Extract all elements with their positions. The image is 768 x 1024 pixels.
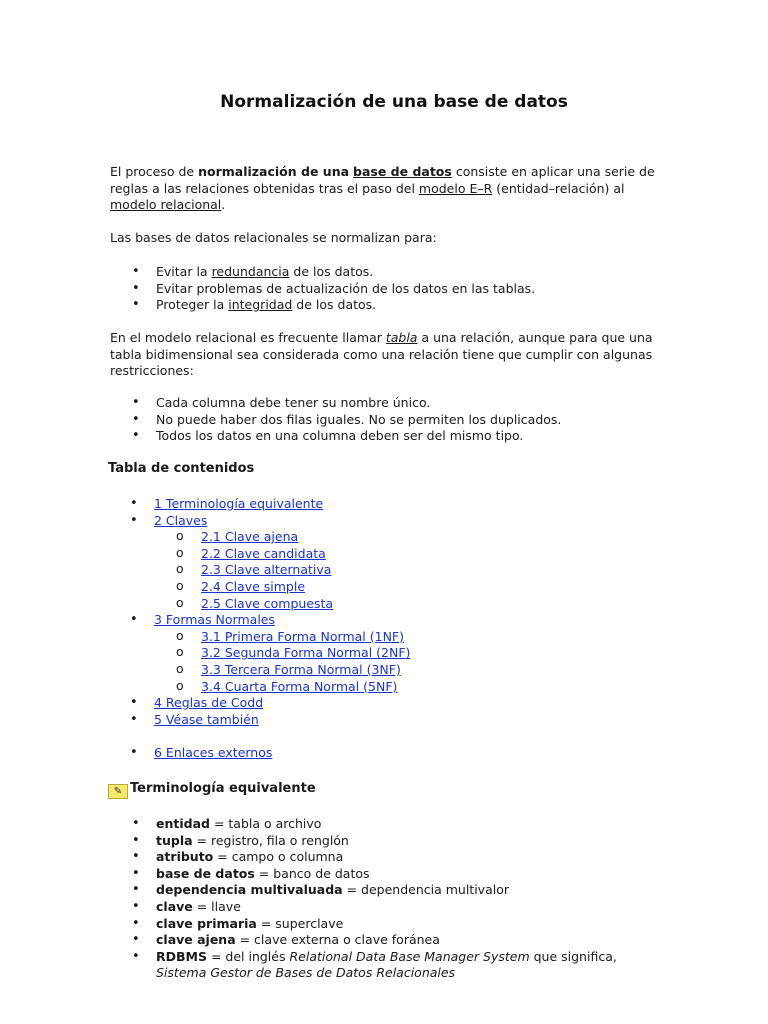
list-item: • atributo = campo o columna bbox=[156, 849, 617, 866]
toc-link[interactable]: 5 Véase también bbox=[154, 711, 259, 727]
toc-link[interactable]: 2.2 Clave candidata bbox=[201, 545, 326, 561]
list-item: • dependencia multivaluada = dependencia multivalor bbox=[156, 882, 617, 899]
toc-link[interactable]: 3.3 Tercera Forma Normal (3NF) bbox=[201, 661, 401, 677]
list-item: • Cada columna debe tener su nombre único. bbox=[156, 395, 561, 412]
toc-link[interactable]: 2.4 Clave simple bbox=[201, 578, 306, 594]
page-title: Normalización de una base de datos bbox=[220, 92, 568, 112]
list-item: • base de datos = banco de datos bbox=[156, 866, 617, 883]
list-item: • clave = llave bbox=[156, 899, 617, 916]
goals-list bbox=[156, 264, 535, 314]
toc-link[interactable]: 4 Reglas de Codd bbox=[154, 695, 264, 711]
link-tabla[interactable]: tabla bbox=[385, 330, 418, 345]
restrictions-list bbox=[156, 395, 561, 445]
link-modelo-relacional[interactable]: modelo relacional bbox=[110, 197, 222, 212]
list-item: • tupla = registro, fila o renglón bbox=[156, 833, 617, 850]
toc-link[interactable]: 3 Formas Normales bbox=[154, 612, 275, 628]
toc-link[interactable]: 2.1 Clave ajena bbox=[201, 529, 299, 545]
terminology-heading: ✎ Terminología equivalente bbox=[108, 781, 316, 799]
list-item: • Proteger la integridad de los datos. bbox=[156, 297, 535, 314]
toc-link[interactable]: 6 Enlaces externos bbox=[154, 745, 273, 761]
toc-link[interactable]: 2.3 Clave alternativa bbox=[201, 562, 332, 578]
link-base-de-datos[interactable]: base de datos bbox=[353, 164, 452, 179]
list-item: • entidad = tabla o archivo bbox=[156, 816, 617, 833]
toc-link[interactable]: 3.1 Primera Forma Normal (1NF) bbox=[201, 628, 404, 644]
list-item: • clave primaria = superclave bbox=[156, 916, 617, 933]
link-integridad[interactable]: integridad bbox=[228, 297, 293, 313]
intro-paragraph: El proceso de normalización de una base de datos consiste en aplicar una serie de reglas a las relaciones obtenidas tras el paso del modelo E–R (entidad–relación) al modelo relacional. bbox=[110, 164, 655, 212]
list-item: • RDBMS = del inglés Relational Data Base Manager System que significa, Sistema Gestor de Bases de Datos Relacionales bbox=[156, 949, 617, 982]
list-item: • No puede haber dos filas iguales. No se permiten los duplicados. bbox=[156, 412, 561, 429]
toc-link[interactable]: 3.2 Segunda Forma Normal (2NF) bbox=[201, 645, 411, 661]
list-item: • clave ajena = clave externa o clave foránea bbox=[156, 932, 617, 949]
bold-term: normalización de una bbox=[198, 164, 350, 179]
link-modelo-er[interactable]: modelo E–R bbox=[418, 180, 493, 196]
relation-paragraph: En el modelo relacional es frecuente llamar tabla a una relación, aunque para que una tabla bidimensional sea considerada como una relación tiene que cumplir con algunas restricciones: bbox=[110, 330, 653, 378]
link-redundancia[interactable]: redundancia bbox=[211, 264, 290, 279]
toc-list bbox=[154, 496, 410, 762]
list-item: • Todos los datos en una columna deben ser del mismo tipo. bbox=[156, 428, 561, 445]
toc-link[interactable]: 3.4 Cuarta Forma Normal (5NF) bbox=[201, 678, 398, 694]
list-item: • Evitar problemas de actualización de los datos en las tablas. bbox=[156, 281, 535, 298]
goals-intro: Las bases de datos relacionales se normalizan para: bbox=[110, 230, 437, 245]
terminology-list bbox=[156, 816, 617, 982]
toc-link[interactable]: 2 Claves bbox=[154, 512, 208, 528]
list-item: • Evitar la redundancia de los datos. bbox=[156, 264, 535, 281]
toc-link[interactable]: 1 Terminología equivalente bbox=[154, 496, 324, 511]
toc-heading: Tabla de contenidos bbox=[108, 461, 255, 476]
edit-pencil-icon[interactable]: ✎ bbox=[108, 784, 128, 799]
toc-link[interactable]: 2.5 Clave compuesta bbox=[201, 595, 334, 611]
